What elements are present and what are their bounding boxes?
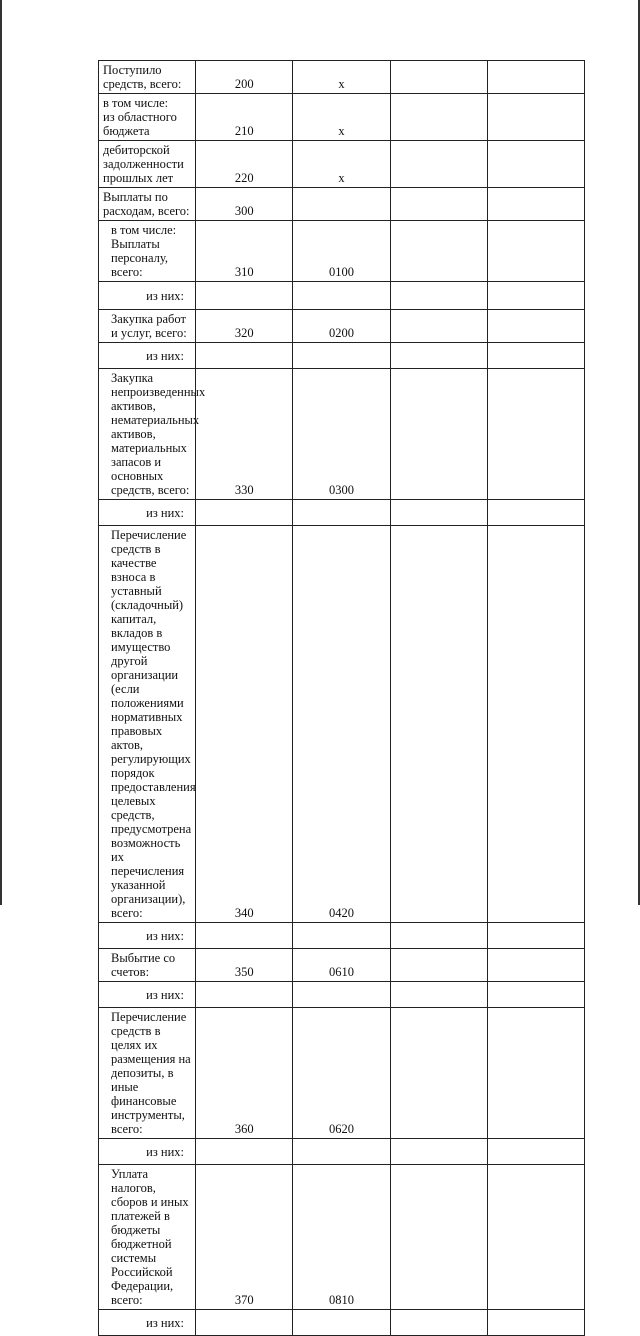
row-name: Перечисление средств в целях их размещения на депозиты, в иные финансовые инструменты, всего:	[99, 1008, 196, 1139]
table-row	[99, 982, 585, 1008]
row-empty-cell	[390, 949, 487, 982]
row-empty-cell	[487, 188, 584, 221]
row-name: в том числе: Выплаты персоналу, всего:	[99, 221, 196, 282]
row-kosgu-code	[293, 282, 390, 310]
table-row	[99, 1165, 585, 1310]
row-empty-cell	[390, 500, 487, 526]
row-empty-cell	[487, 949, 584, 982]
row-name: из них:	[99, 500, 196, 526]
row-empty-cell	[487, 310, 584, 343]
row-name: дебиторской задолженности прошлых лет	[99, 141, 196, 188]
row-empty-cell	[487, 221, 584, 282]
row-kosgu-code	[293, 982, 390, 1008]
table-row	[99, 61, 585, 94]
row-code: 330	[196, 369, 293, 500]
row-name: Поступило средств, всего:	[99, 61, 196, 94]
row-kosgu-code: 0420	[293, 526, 390, 923]
row-empty-cell	[390, 1139, 487, 1165]
row-empty-cell	[390, 221, 487, 282]
row-empty-cell	[390, 369, 487, 500]
table-row	[99, 188, 585, 221]
table-row	[99, 94, 585, 141]
row-kosgu-code: 0810	[293, 1165, 390, 1310]
row-empty-cell	[390, 188, 487, 221]
row-empty-cell	[487, 526, 584, 923]
row-name: Выбытие со счетов:	[99, 949, 196, 982]
row-empty-cell	[487, 343, 584, 369]
table-row	[99, 1310, 585, 1336]
row-empty-cell	[487, 1165, 584, 1310]
row-code: 360	[196, 1008, 293, 1139]
row-empty-cell	[390, 1165, 487, 1310]
row-empty-cell	[487, 141, 584, 188]
row-kosgu-code: 0200	[293, 310, 390, 343]
row-empty-cell	[487, 923, 584, 949]
row-code: 300	[196, 188, 293, 221]
table-row	[99, 343, 585, 369]
table-row	[99, 141, 585, 188]
row-kosgu-code: x	[293, 141, 390, 188]
row-code: 310	[196, 221, 293, 282]
table-row	[99, 923, 585, 949]
row-code: 340	[196, 526, 293, 923]
row-code	[196, 343, 293, 369]
row-empty-cell	[390, 526, 487, 923]
row-code	[196, 500, 293, 526]
table-row	[99, 221, 585, 282]
row-code	[196, 282, 293, 310]
budget-table-body	[99, 61, 585, 1336]
row-code: 350	[196, 949, 293, 982]
row-code: 210	[196, 94, 293, 141]
row-empty-cell	[487, 282, 584, 310]
row-empty-cell	[390, 343, 487, 369]
row-name: из них:	[99, 1139, 196, 1165]
row-empty-cell	[390, 310, 487, 343]
row-empty-cell	[487, 61, 584, 94]
table-row	[99, 369, 585, 500]
row-empty-cell	[487, 1139, 584, 1165]
row-code: 200	[196, 61, 293, 94]
row-kosgu-code	[293, 1310, 390, 1336]
table-row	[99, 1139, 585, 1165]
row-kosgu-code	[293, 500, 390, 526]
row-kosgu-code	[293, 923, 390, 949]
row-code	[196, 923, 293, 949]
row-kosgu-code: 0610	[293, 949, 390, 982]
row-code	[196, 982, 293, 1008]
row-name: из них:	[99, 343, 196, 369]
row-kosgu-code: 0300	[293, 369, 390, 500]
row-empty-cell	[390, 1008, 487, 1139]
table-row	[99, 526, 585, 923]
row-name: Закупка работ и услуг, всего:	[99, 310, 196, 343]
row-name: в том числе: из областного бюджета	[99, 94, 196, 141]
table-row	[99, 282, 585, 310]
row-name: из них:	[99, 282, 196, 310]
row-kosgu-code: 0620	[293, 1008, 390, 1139]
row-name: Уплата налогов, сборов и иных платежей в бюджеты бюджетной системы Российской Федерации, всего:	[99, 1165, 196, 1310]
row-code: 320	[196, 310, 293, 343]
row-kosgu-code	[293, 343, 390, 369]
row-empty-cell	[390, 923, 487, 949]
row-empty-cell	[390, 61, 487, 94]
row-name: Перечисление средств в качестве взноса в уставный (складочный) капитал, вкладов в имущество другой организации (если положениями нормативных правовых актов, регулирующих порядок предоставления целевых средств, предусмотрена возможность их перечисления указанной организации), всего:	[99, 526, 196, 923]
row-empty-cell	[487, 982, 584, 1008]
row-empty-cell	[390, 94, 487, 141]
table-row	[99, 949, 585, 982]
budget-table	[98, 60, 585, 1336]
row-kosgu-code	[293, 188, 390, 221]
row-name: из них:	[99, 982, 196, 1008]
row-kosgu-code: x	[293, 94, 390, 141]
row-name: из них:	[99, 1310, 196, 1336]
row-code: 220	[196, 141, 293, 188]
row-empty-cell	[487, 1310, 584, 1336]
row-name: из них:	[99, 923, 196, 949]
table-row	[99, 1008, 585, 1139]
row-empty-cell	[487, 94, 584, 141]
row-kosgu-code: 0100	[293, 221, 390, 282]
row-name: Выплаты по расходам, всего:	[99, 188, 196, 221]
row-kosgu-code: x	[293, 61, 390, 94]
row-empty-cell	[390, 982, 487, 1008]
table-row	[99, 310, 585, 343]
row-empty-cell	[390, 141, 487, 188]
row-empty-cell	[390, 282, 487, 310]
row-code	[196, 1310, 293, 1336]
row-kosgu-code	[293, 1139, 390, 1165]
row-code: 370	[196, 1165, 293, 1310]
row-name: Закупка непроизведенных активов, нематериальных активов, материальных запасов и основных средств, всего:	[99, 369, 196, 500]
row-empty-cell	[487, 369, 584, 500]
row-empty-cell	[390, 1310, 487, 1336]
row-empty-cell	[487, 500, 584, 526]
row-empty-cell	[487, 1008, 584, 1139]
table-row	[99, 500, 585, 526]
row-code	[196, 1139, 293, 1165]
